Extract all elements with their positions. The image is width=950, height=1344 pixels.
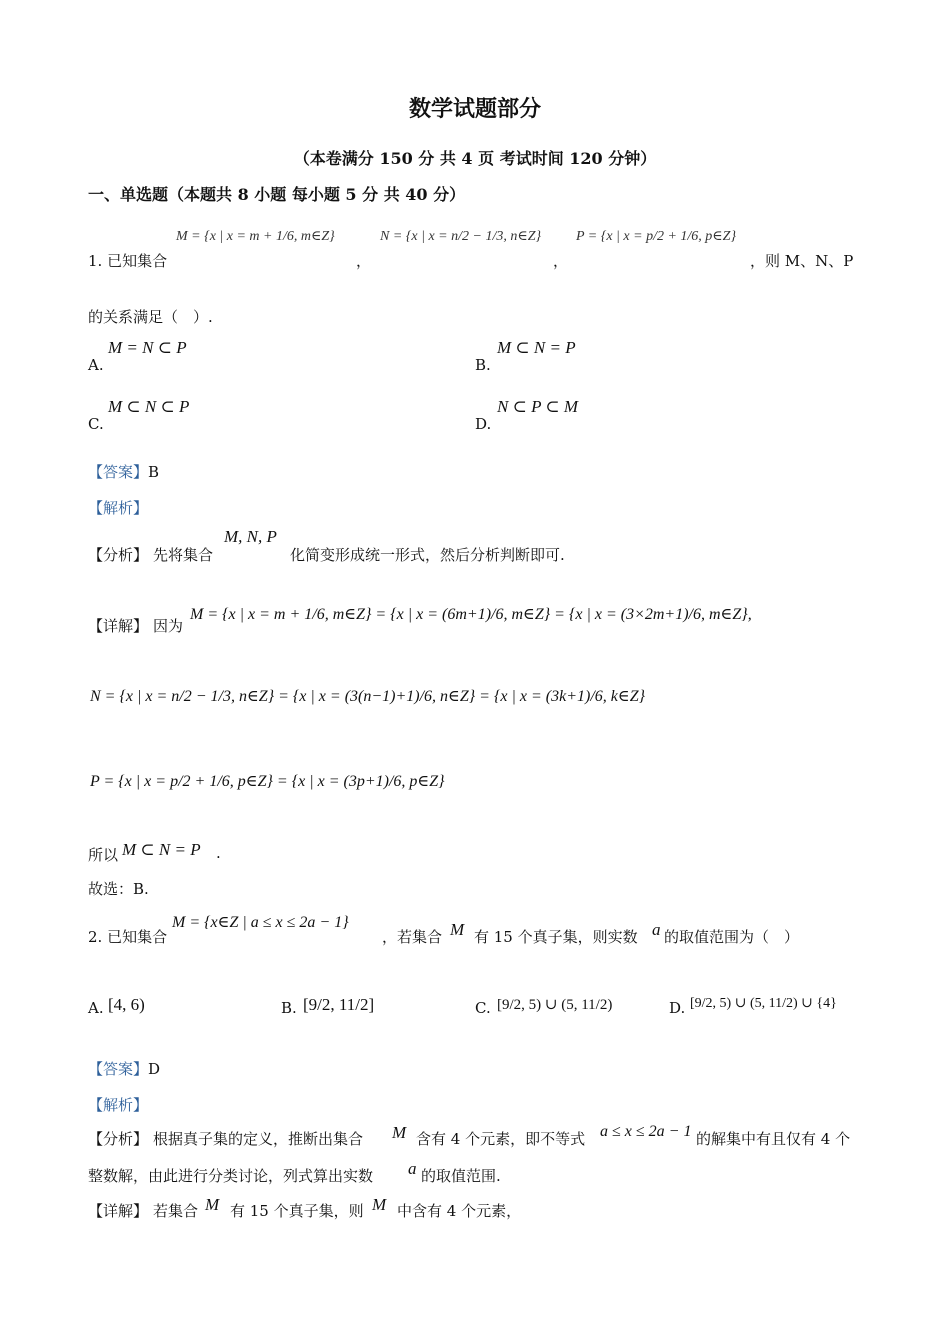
page-title: 数学试题部分	[408, 96, 541, 122]
q2-fenxi-1: 根据真子集的定义，推断出集合	[153, 1130, 364, 1148]
q1-option-b-expr: M ⊂ N = P	[497, 338, 576, 357]
q2-answer	[88, 1058, 160, 1079]
q1-eq-m: M = {x | x = m + 1/6, m∈Z} = {x | x = (6m+1)/6, m∈Z} = {x | x = (3×2m+1)/6, m∈Z},	[190, 606, 752, 623]
q2-fenxi-3: 的解集中有且仅有 4 个	[696, 1130, 851, 1148]
q2-fenxi-ineq: a ≤ x ≤ 2a − 1	[600, 1123, 692, 1140]
q1-set-n: N = {x | x = n/2 − 1/3, n∈Z}	[380, 229, 542, 244]
q1-fenxi-post: 化简变形成统一形式，然后分析判断即可.	[290, 546, 565, 564]
q2-mid1: ，若集合	[382, 928, 443, 946]
q1-option-d-label: D.	[475, 415, 492, 433]
answer-tag: 【答案】	[88, 463, 149, 481]
q1-answer	[88, 461, 159, 482]
q2-xiangjie-m2: M	[372, 1195, 387, 1214]
q1-option-c-label: C.	[88, 415, 104, 433]
q1-tail: ，则 M、N、P	[750, 252, 854, 270]
q1-fenxi-math: M, N, P	[224, 527, 277, 546]
answer-value: B	[148, 463, 160, 481]
q1-eq-n: N = {x | x = n/2 − 1/3, n∈Z} = {x | x = (3(n−1)+1)/6, n∈Z} = {x | x = (3k+1)/6, k∈Z}	[90, 688, 646, 705]
q1-comma-1: ，	[356, 252, 372, 270]
q2-option-c-expr: [9/2, 5) ∪ (5, 11/2)	[497, 997, 613, 1013]
q1-so-pre: 所以	[88, 846, 119, 864]
analysis-tag: 【解析】	[88, 1096, 149, 1114]
q1-fenxi-tag: 【分析】	[88, 546, 149, 564]
q2-xiangjie-m1: M	[205, 1195, 220, 1214]
q1-set-m: M = {x | x = m + 1/6, m∈Z}	[176, 229, 335, 244]
q1-option-a-expr: M = N ⊂ P	[108, 338, 187, 357]
q1-option-b-label: B.	[475, 356, 491, 374]
q1-line2: 的关系满足（ ）.	[88, 308, 213, 326]
q1-option-d-expr: N ⊂ P ⊂ M	[497, 397, 579, 416]
q2-xiangjie-3: 中含有 4 个元素，	[397, 1202, 522, 1220]
q1-option-a-label: A.	[88, 356, 104, 374]
q2-tail: 的取值范围为（ ）	[664, 928, 800, 946]
exam-info: （本卷满分 150 分 共 4 页 考试时间 120 分钟）	[293, 149, 657, 168]
q2-option-a-label: A.	[88, 999, 104, 1017]
q2-fenxi-a: a	[408, 1159, 417, 1178]
q2-option-d-expr: [9/2, 5) ∪ (5, 11/2) ∪ {4}	[690, 996, 837, 1011]
q2-xiangjie-2: 有 15 个真子集，则	[230, 1202, 364, 1220]
q2-option-a-expr: [4, 6)	[108, 995, 145, 1014]
q2-xiangjie-tag: 【详解】	[88, 1202, 149, 1220]
q1-choose: 故选：B.	[88, 880, 149, 898]
q1-prefix: 1. 已知集合	[88, 252, 168, 270]
q2-fenxi-line2-a: 整数解，由此进行分类讨论，列式算出实数	[88, 1167, 374, 1185]
q2-fenxi-m: M	[392, 1123, 407, 1142]
q1-option-c-expr: M ⊂ N ⊂ P	[108, 397, 190, 416]
q2-option-b-expr: [9/2, 11/2]	[303, 995, 375, 1014]
answer-value: D	[148, 1060, 161, 1078]
q2-m: M	[450, 920, 465, 939]
q1-xiangjie-tag: 【详解】	[88, 617, 149, 635]
q1-xiangjie-pre: 因为	[153, 617, 184, 635]
q1-set-p: P = {x | x = p/2 + 1/6, p∈Z}	[576, 229, 737, 244]
q2-fenxi-tag: 【分析】	[88, 1130, 149, 1148]
answer-tag: 【答案】	[88, 1060, 149, 1078]
section-heading: 一、单选题（本题共 8 小题 每小题 5 分 共 40 分）	[88, 185, 466, 204]
q2-xiangjie-1: 若集合	[153, 1202, 199, 1220]
q2-prefix: 2. 已知集合	[88, 928, 168, 946]
q1-so-math: M ⊂ N = P	[122, 840, 201, 859]
q2-fenxi-line2-b: 的取值范围.	[421, 1167, 501, 1185]
q2-option-b-label: B.	[281, 999, 297, 1017]
q1-so-post: .	[216, 844, 221, 862]
q1-fenxi-pre: 先将集合	[153, 546, 214, 564]
analysis-tag: 【解析】	[88, 499, 149, 517]
q1-eq-p: P = {x | x = p/2 + 1/6, p∈Z} = {x | x = (3p+1)/6, p∈Z}	[90, 773, 445, 790]
q2-option-d-label: D.	[669, 999, 686, 1017]
q2-option-c-label: C.	[475, 999, 491, 1017]
q2-a: a	[652, 920, 661, 939]
q2-set-m: M = {x∈Z | a ≤ x ≤ 2a − 1}	[172, 914, 349, 931]
q2-fenxi-2: 含有 4 个元素，即不等式	[416, 1130, 586, 1148]
q1-comma-2: ，	[553, 252, 569, 270]
q2-mid2: 有 15 个真子集，则实数	[474, 928, 638, 946]
